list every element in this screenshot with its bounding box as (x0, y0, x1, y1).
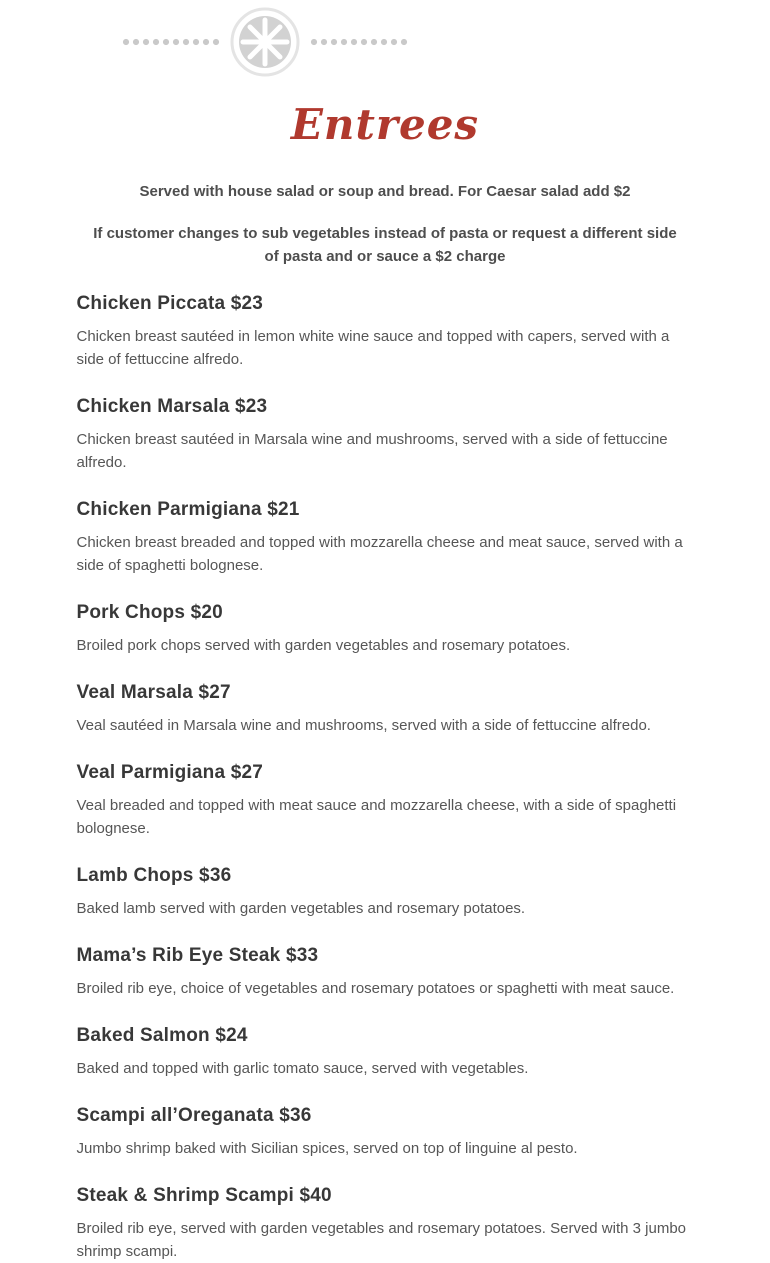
menu-item-name: Veal Marsala (76, 682, 193, 703)
menu-item-description: Broiled pork chops served with garden vegetables and rosemary potatoes. (76, 637, 571, 654)
menu-item (77, 682, 694, 737)
menu-item-title (77, 762, 694, 784)
menu-item-price: $24 (215, 1025, 248, 1046)
menu-item-description: Veal breaded and topped with meat sauce and mozzarella cheese, with a side of spaghetti bolognese. (76, 797, 677, 837)
menu-item (77, 1025, 694, 1080)
menu-item-description: Chicken breast sautéed in Marsala wine and mushrooms, served with a side of fettuccine alfredo. (76, 431, 668, 471)
menu-item-title (77, 945, 694, 967)
menu-item-price: $23 (230, 293, 264, 314)
menu-item (77, 945, 694, 1000)
menu-item-name: Steak & Shrimp Scampi (76, 1185, 294, 1206)
menu-item-name: Pork Chops (76, 602, 186, 623)
wheel-logo-icon (229, 6, 301, 78)
dots-divider-right (309, 37, 409, 47)
menu-item-name: Lamb Chops (76, 865, 194, 886)
menu-item (77, 1185, 694, 1263)
menu-item-name: Baked Salmon (76, 1025, 210, 1046)
menu-item-title (77, 1025, 694, 1047)
menu-item-name: Chicken Piccata (76, 293, 226, 314)
served-note: Served with house salad or soup and bread. For Caesar salad add $2 (139, 183, 631, 200)
menu-item (77, 1105, 694, 1160)
menu-item-name: Mama’s Rib Eye Steak (76, 945, 281, 966)
menu-item-title (77, 396, 694, 418)
menu-item-description: Baked lamb served with garden vegetables and rosemary potatoes. (76, 900, 526, 917)
menu-item-price: $36 (199, 865, 232, 886)
menu-item (77, 499, 694, 577)
menu-item-price: $27 (198, 682, 231, 703)
menu-item-description: Chicken breast sautéed in lemon white wine sauce and topped with capers, served with a side of fettuccine alfredo. (76, 328, 670, 368)
menu-item-price: $20 (190, 602, 223, 623)
menu-item-title (77, 602, 694, 624)
menu-item-price: $21 (267, 499, 300, 520)
menu-page (77, 0, 694, 1263)
menu-item (77, 762, 694, 840)
substitution-note: If customer changes to sub vegetables instead of pasta or request a different side of pasta and or sauce a $2 charge (93, 225, 677, 265)
menu-item-price: $40 (299, 1185, 332, 1206)
menu-item-description: Baked and topped with garlic tomato sauce, served with vegetables. (76, 1060, 529, 1077)
menu-item-name: Veal Parmigiana (76, 762, 226, 783)
menu-item-title (77, 865, 694, 887)
menu-item-name: Scampi all’Oreganata (76, 1105, 274, 1126)
menu-item-price: $33 (285, 945, 319, 966)
page-title: Entrees (290, 100, 480, 149)
menu-item-title (77, 1185, 694, 1207)
menu-item (77, 293, 694, 371)
menu-item (77, 865, 694, 920)
menu-item-title (77, 682, 694, 704)
menu-item-description: Chicken breast breaded and topped with mozzarella cheese and meat sauce, served with a side of spaghetti bolognese. (76, 534, 683, 574)
menu-item (77, 602, 694, 657)
menu-item-title (77, 1105, 694, 1127)
dots-divider-left (121, 37, 221, 47)
menu-item-title (77, 499, 694, 521)
menu-item-description: Broiled rib eye, served with garden vegetables and rosemary potatoes. Served with 3 jumbo shrimp scampi. (76, 1220, 686, 1260)
menu-item-price: $36 (279, 1105, 312, 1126)
menu-item-price: $27 (230, 762, 264, 783)
header-ornament (121, 6, 694, 78)
menu-item-description: Broiled rib eye, choice of vegetables and rosemary potatoes or spaghetti with meat sauce. (76, 980, 675, 997)
menu-item-description: Jumbo shrimp baked with Sicilian spices, served on top of linguine al pesto. (76, 1140, 578, 1157)
menu-item-name: Chicken Marsala (76, 396, 230, 417)
menu-item-title (77, 293, 694, 315)
menu-item-name: Chicken Parmigiana (76, 499, 262, 520)
menu-item-price: $23 (234, 396, 268, 417)
menu-item (77, 396, 694, 474)
menu-item-description: Veal sautéed in Marsala wine and mushrooms, served with a side of fettuccine alfredo. (76, 717, 651, 734)
menu-list (77, 293, 694, 1263)
